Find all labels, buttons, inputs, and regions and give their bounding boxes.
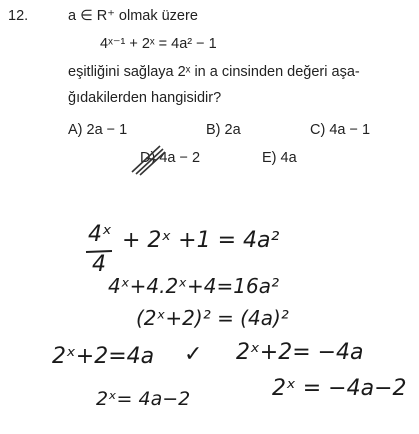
question-line-1: eşitliğini sağlaya 2ˣ in a cinsinden değeri aşa- <box>68 64 360 80</box>
hw-step4-left: 2ˣ+2=4a <box>52 344 155 369</box>
cross-out-mark <box>132 146 165 175</box>
hw-step2: 4ˣ+4.2ˣ+4=16a² <box>108 274 280 298</box>
question-number: 12. <box>8 8 29 24</box>
option-a[interactable]: A) 2a − 1 <box>68 122 128 138</box>
question-line-2: ğıdakilerden hangisidir? <box>68 90 222 106</box>
question-intro: a ∈ R⁺ olmak üzere <box>68 8 198 24</box>
hw-checkmark: ✓ <box>184 342 203 367</box>
option-d[interactable]: D) 4a − 2 <box>140 150 201 166</box>
hw-step3: (2ˣ+2)² = (4a)² <box>136 306 289 330</box>
hw-step5-left: 2ˣ= 4a−2 <box>96 388 191 410</box>
hw-step1-rest: + 2ˣ +1 = 4a² <box>122 228 280 253</box>
hw-step4-right: 2ˣ+2= −4a <box>236 340 364 365</box>
hw-step1-denominator: 4 <box>92 252 106 277</box>
hw-step1-numerator: 4ˣ <box>88 222 112 247</box>
option-b[interactable]: B) 2a <box>206 122 241 138</box>
option-c[interactable]: C) 4a − 1 <box>310 122 371 138</box>
option-e[interactable]: E) 4a <box>262 150 297 166</box>
hw-step5-right: 2ˣ = −4a−2 <box>272 376 407 401</box>
question-equation: 4ˣ⁻¹ + 2ˣ = 4a² − 1 <box>100 36 217 52</box>
